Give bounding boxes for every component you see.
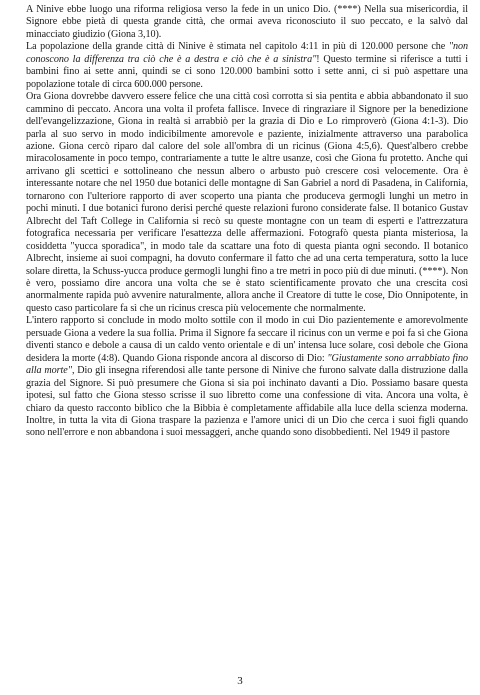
- document-body: [26, 4, 468, 440]
- text-run: La popolazione della grande città di Ninive è stimata nel capitolo 4:11 in più di 120.000 persone che: [26, 41, 449, 53]
- text-run: L'intero rapporto si conclude in modo molto sottile con il modo in cui Dio pazientemente e amorevolmente persuade Giona a vedere la sua follia. Prima il Signore fa seccare il ricinus con un verme e poi fa sì che Giona diventi stanco e debole a causa di un caldo vento orientale e di un' intensa luce solare, così debole che Giona desidera la morte (4:8). Quando Giona risponde ancora al discorso di Dio:: [26, 315, 468, 364]
- quote-run: "non conoscono la differenza tra ciò che è a destra e ciò che è a sinistra": [26, 41, 468, 65]
- paragraph: [26, 315, 468, 440]
- paragraph: [26, 41, 468, 91]
- text-run: , Dio gli insegna riferendosi alle tante persone di Ninive che furono salvate dalla distruzione dalla grazia del Signore. Si può presumere che Giona si sia poi inchinato davanti a Dio. Possiamo basare questa ipotesi, sul fatto che Giona stesso scrisse il suo libretto come una confessione di vita. Ancora una volta, è chiaro da questo racconto biblico che la Bibbia è completamente affidabile alla luce della scienza moderna. Inoltre, in tutta la vita di Giona traspare la pazienza e l'amore unici di un Dio che cerca i suoi figli quando sono nell'errore e non abbandona i suoi messaggeri, anche quando sono disobbedienti. Nel 1949 il pastore: [26, 365, 469, 439]
- page-number: 3: [237, 675, 243, 687]
- paragraph: [26, 91, 468, 315]
- text-run: Ora Giona dovrebbe davvero essere felice che una città così corrotta si sia pentita e abbia abbandonato il suo cammino di peccato. Ancora una volta il profeta fallisce. Invece di ringraziare il Signore per la benedizione dell'evangelizzazione, Giona in realtà si arrabbiò per la grazia di Dio e Lo rimproverò (Giona 4:1-3). Dio parla al suo servo in modo indicibilmente amorevole e paziente, inizialmente attraverso una parabolica azione. Giona cercò riparo dal calore del sole all'ombra di un ricinus (Giona 4:5,6). Quest'albero crebbe miracolosamente in poco tempo, contrariamente a tutte le altre usanze, così che Giona fu protetto. Anche qui arrivano gli scettici e sottolineano che nessun albero o arbusto può crescere così velocemente. Ora è interessante notare che nel 1950 due botanici delle montagne di San Gabriel a nord di Pasadena, in California, tornarono con l'ulteriore rapporto di aver scoperto una pianta che produceva germogli lunghi un metro in pochi minuti. I due botanici furono derisi perché queste relazioni furono considerate false. Il botanico Gustav Albrecht del Taft College in California si recò su queste montagne con un team di esperti e l'attrezzatura fotografica necessaria per verificare l'esattezza delle affermazioni. Fotografò questa pianta misteriosa, la cosiddetta "yucca sporadica", in modo tale da scattare una foto di questa pianta ogni secondo. Il botanico Albrecht, insieme ai suoi compagni, ha dovuto confermare il fatto che ad una certa temperatura, sotto la luce solare diretta, la Schuss-yucca produce germogli lunghi fino a tre metri in poco più di due minuti. (****). Non è vero, possiamo dire ancora una volta che se è stato scientificamente provato che una crescita così anormalmente rapida può avvenire naturalmente, allora anche il Creatore di tutte le cose, Dio Onnipotente, in questo caso particolare fa sì che un ricinus cresca più velocemente che normalmente.: [26, 91, 468, 314]
- text-run: A Ninive ebbe luogo una riforma religiosa verso la fede in un unico Dio. (****) Nella sua misericordia, il Signore ebbe pietà di questa grande città, che ormai aveva riconosciuto il suo peccato, e la salvò dal minacciato giudizio (Giona 3,10).: [26, 4, 468, 40]
- paragraph: [26, 4, 468, 41]
- text-run: ! Questo termine si riferisce a tutti i bambini fino ai sette anni, quindi se ci sono 120.000 bambini sotto i sette anni, ci si può aspettare una popolazione totale di circa 600.000 persone.: [26, 53, 468, 90]
- quote-run: "Giustamente sono arrabbiato fino alla morte": [26, 352, 468, 377]
